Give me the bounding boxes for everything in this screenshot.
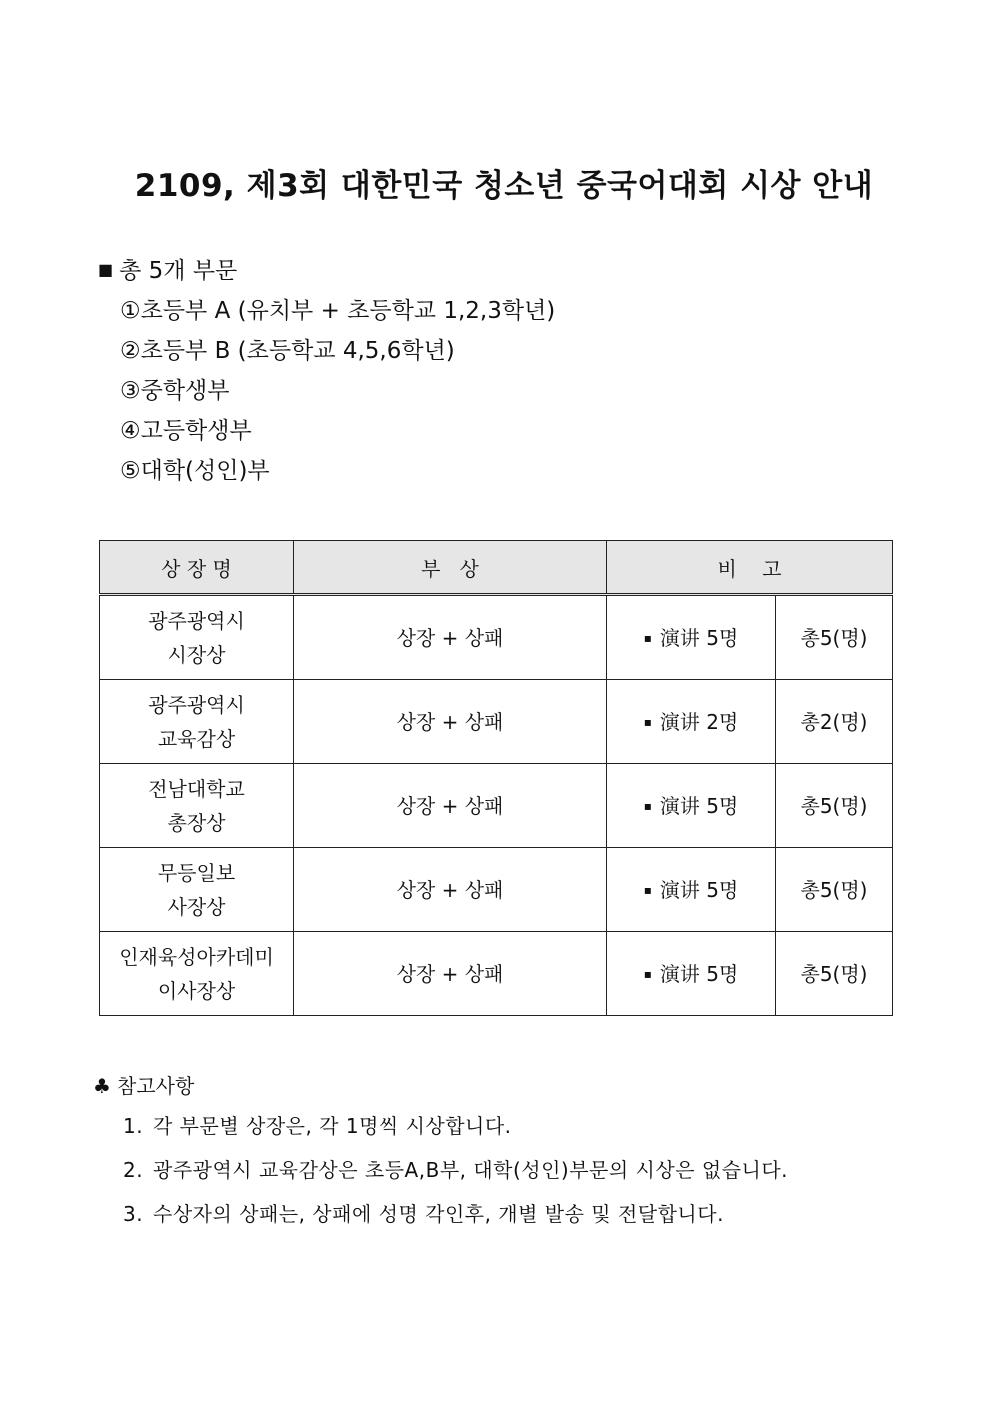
note-text: 演讲 5명 — [659, 793, 739, 818]
note-item-text: 수상자의 상패는, 상패에 성명 각인후, 개별 발송 및 전달합니다. — [153, 1202, 724, 1226]
award-name-line1: 광주광역시 — [148, 608, 245, 633]
notes-section — [93, 1068, 788, 1236]
total-cell: 총5(명) — [776, 595, 893, 680]
award-name-line1: 무등일보 — [157, 860, 236, 885]
note-item-text: 각 부문별 상장은, 각 1명씩 시상합니다. — [153, 1114, 512, 1138]
note-cell — [607, 932, 776, 1016]
award-name-line1: 전남대학교 — [148, 776, 245, 801]
awards-table — [99, 540, 893, 1016]
award-name-line1: 광주광역시 — [148, 692, 245, 717]
notes-heading — [93, 1068, 788, 1104]
square-bullet-icon: ▪ — [643, 798, 652, 813]
note-item — [93, 1104, 788, 1148]
award-name-cell — [100, 595, 294, 680]
award-name-line1: 인재육성아카데미 — [119, 944, 274, 969]
square-bullet-icon: ▪ — [643, 714, 652, 729]
total-cell: 총2(명) — [776, 680, 893, 764]
table-row — [100, 848, 893, 932]
award-name-cell — [100, 932, 294, 1016]
division-item: ⑤대학(성인)부 — [120, 458, 270, 484]
award-name-cell — [100, 764, 294, 848]
square-bullet-icon: ■ — [98, 260, 114, 279]
division-item: ④고등학생부 — [120, 418, 252, 444]
division-item: ①초등부 A (유치부 + 초등학교 1,2,3학년) — [120, 298, 556, 324]
header-award-name: 상 장 명 — [100, 541, 294, 595]
square-bullet-icon: ▪ — [643, 630, 652, 645]
prize-cell: 상장 + 상패 — [294, 932, 607, 1016]
note-cell — [607, 848, 776, 932]
note-cell — [607, 680, 776, 764]
note-cell — [607, 595, 776, 680]
club-icon: ♣ — [93, 1074, 111, 1098]
division-heading-text: 총 5개 부문 — [119, 258, 238, 284]
prize-cell: 상장 + 상패 — [294, 848, 607, 932]
division-item: ②초등부 B (초등학교 4,5,6학년) — [120, 338, 455, 364]
table-row — [100, 595, 893, 680]
note-text: 演讲 5명 — [659, 625, 739, 650]
total-cell: 총5(명) — [776, 764, 893, 848]
square-bullet-icon: ▪ — [643, 882, 652, 897]
division-heading — [98, 250, 555, 291]
total-cell: 총5(명) — [776, 932, 893, 1016]
table-row — [100, 680, 893, 764]
award-name-line2: 총장상 — [167, 810, 226, 835]
note-cell — [607, 764, 776, 848]
prize-cell: 상장 + 상패 — [294, 680, 607, 764]
notes-heading-text: 참고사항 — [117, 1074, 195, 1098]
division-list — [98, 250, 555, 491]
award-name-line2: 이사장상 — [157, 978, 236, 1003]
prize-cell: 상장 + 상패 — [294, 595, 607, 680]
award-name-line2: 사장상 — [167, 894, 226, 919]
division-item: ③중학생부 — [120, 378, 230, 404]
table-row — [100, 932, 893, 1016]
note-number: 2. — [123, 1158, 144, 1182]
award-name-cell — [100, 848, 294, 932]
page-title: 2109, 제3회 대한민국 청소년 중국어대회 시상 안내 — [134, 168, 874, 204]
table-header-row — [100, 541, 893, 595]
square-bullet-icon: ▪ — [643, 966, 652, 981]
note-item — [93, 1192, 788, 1236]
table-row — [100, 764, 893, 848]
prize-cell: 상장 + 상패 — [294, 764, 607, 848]
note-item-text: 광주광역시 교육감상은 초등A,B부, 대학(성인)부문의 시상은 없습니다. — [153, 1158, 789, 1182]
award-name-line2: 시장상 — [167, 642, 226, 667]
note-text: 演讲 2명 — [659, 709, 739, 734]
note-text: 演讲 5명 — [659, 961, 739, 986]
note-text: 演讲 5명 — [659, 877, 739, 902]
note-item — [93, 1148, 788, 1192]
note-number: 1. — [123, 1114, 144, 1138]
award-name-cell — [100, 680, 294, 764]
header-prize: 부 상 — [294, 541, 607, 595]
note-number: 3. — [123, 1202, 144, 1226]
award-name-line2: 교육감상 — [157, 726, 236, 751]
total-cell: 총5(명) — [776, 848, 893, 932]
header-remarks: 비 고 — [607, 541, 893, 595]
